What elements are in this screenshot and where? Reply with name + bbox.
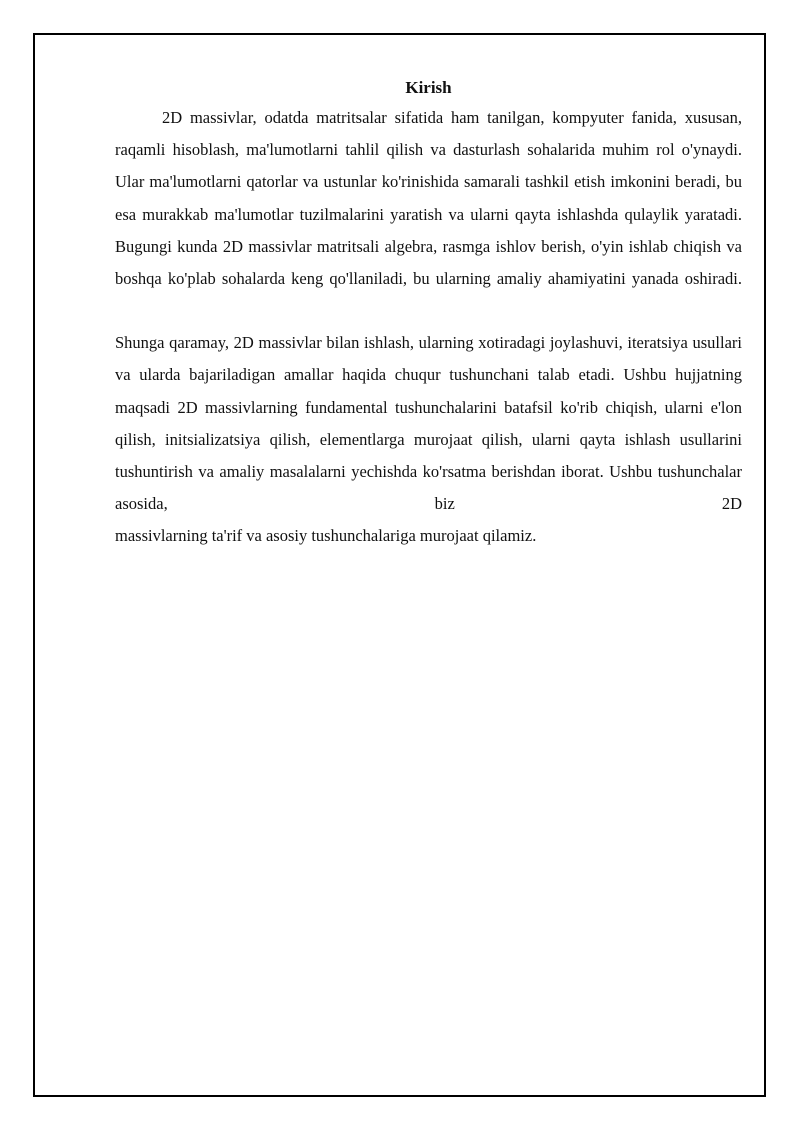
paragraph-purpose-last-line: massivlarning ta'rif va asosiy tushunchalariga murojaat qilamiz.: [115, 526, 537, 546]
document-title: Kirish: [405, 78, 452, 97]
document-body: [115, 76, 742, 553]
paragraph-purpose-main: Shunga qaramay, 2D massivlar bilan ishlash, ularning xotiradagi joylashuvi, iteratsiya usullari va ularda bajariladigan amallar haqida chuqur tushunchani talab etadi. Ushbu hujjatning maqsadi 2D massivlarning fundamental tushunchalarini batafsil ko'rib chiqish, ularni e'lon qilish, initsializatsiya qilish, elementlarga murojaat qilish, ularni qayta ishlash usullarini tushuntirish va amaliy masalalarni yechishda ko'rsatma berishdan iborat. Ushbu tushunchalar asosida, biz 2D: [115, 333, 742, 514]
paragraph-purpose: [115, 327, 742, 552]
paragraph-intro: 2D massivlar, odatda matritsalar sifatida ham tanilgan, kompyuter fanida, xususan, raqamli hisoblash, ma'lumotlarni tahlil qilish va dasturlash sohalarida muhim rol o'ynaydi. Ular ma'lumotlarni qatorlar va ustunlar ko'rinishida samarali tashkil etish imkonini beradi, bu esa murakkab ma'lumotlar tuzilmalarini yaratish va ularni qayta ishlashda qulaylik yaratadi. Bugungi kunda 2D massivlar matritsali algebra, rasmga ishlov berish, o'yin ishlab chiqish va boshqa ko'plab sohalarda keng qo'llaniladi, bu ularning amaliy ahamiyatini yanada oshiradi.: [115, 108, 742, 289]
paragraph-gap: [115, 295, 742, 327]
